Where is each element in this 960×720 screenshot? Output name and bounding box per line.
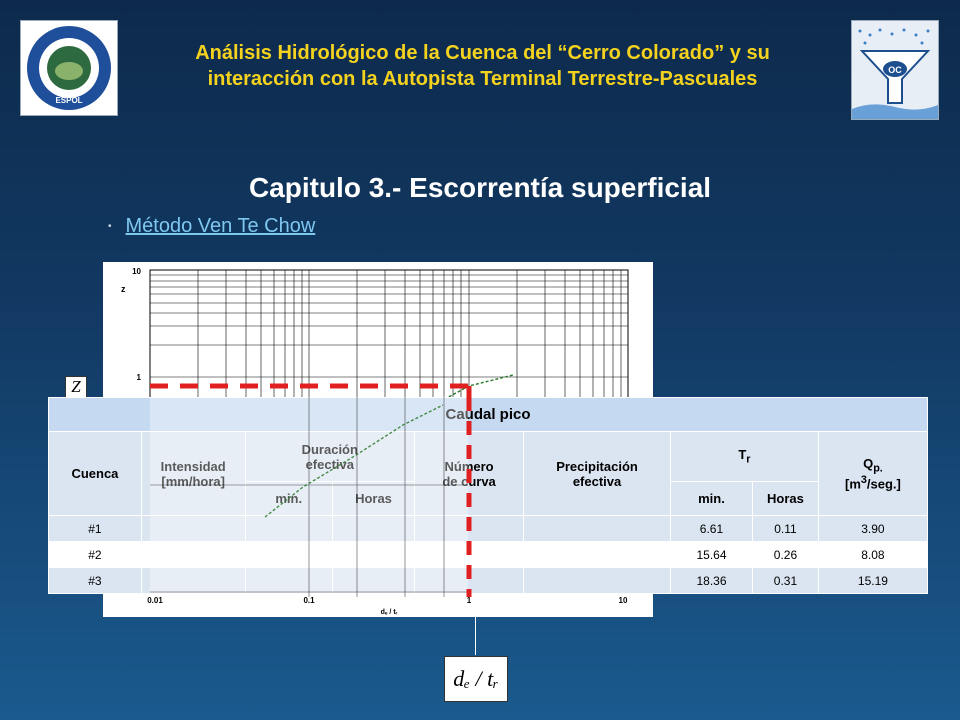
y-axis-label: z: [121, 284, 126, 294]
espol-logo: [20, 20, 118, 116]
x-tick-0-1: 0.1: [303, 596, 315, 605]
up-arrow-icon: ▲: [470, 606, 481, 618]
cell-cuenca: #2: [49, 542, 142, 568]
method-link[interactable]: Método Ven Te Chow: [125, 215, 316, 237]
col-qp-unit-b: /seg.]: [866, 476, 901, 492]
col-qp-sub: p.: [873, 462, 883, 475]
col-qp: [818, 432, 927, 516]
col-tr: [670, 432, 818, 482]
ratio-arrow-line: [475, 613, 476, 655]
header-title: [130, 40, 835, 92]
cell-qp: 3.90: [818, 516, 927, 542]
bullet-dot-icon: •: [108, 221, 112, 232]
col-duracion-horas: Horas: [332, 482, 414, 516]
col-intensidad: Intensidad [mm/hora]: [141, 432, 245, 516]
y-tick-1: 1: [136, 373, 141, 382]
x-tick-1: 1: [466, 596, 472, 605]
caudal-pico-table: [48, 397, 928, 594]
table-row: [49, 516, 928, 542]
header-title-line2: interacción con la Autopista Terminal Terrestre-Pascuales: [207, 68, 758, 90]
z-arrow-icon: ←: [110, 381, 126, 398]
cell-tr-horas: 0.31: [753, 568, 819, 594]
col-tr-horas: Horas: [753, 482, 819, 516]
z-symbol-box: Z: [65, 376, 87, 398]
col-duracion: Duración efectiva: [245, 432, 415, 482]
col-numero-curva: Número de curva: [415, 432, 524, 516]
y-tick-10: 10: [132, 267, 141, 276]
col-qp-unit-a: [m: [844, 476, 861, 492]
col-precipitacion: Precipitación efectiva: [524, 432, 671, 516]
cell-tr-min: 18.36: [670, 568, 752, 594]
cell-qp: 8.08: [818, 542, 927, 568]
y-tick-0-01: 0.01: [125, 587, 141, 596]
table-title: Caudal pico: [49, 398, 928, 432]
cell-cuenca: #1: [49, 516, 142, 542]
col-cuenca: Cuenca: [49, 432, 142, 516]
cell-cuenca: #3: [49, 568, 142, 594]
funnel-logo-icon: [852, 21, 938, 119]
cell-tr-min: 15.64: [670, 542, 752, 568]
project-logo: [851, 20, 939, 120]
y-tick-0-1: 0.1: [129, 480, 141, 489]
cell-tr-horas: 0.11: [753, 516, 819, 542]
espol-seal-icon: [24, 23, 114, 113]
cell-qp: 15.19: [818, 568, 927, 594]
table-row: [49, 568, 928, 594]
chapter-title: Capitulo 3.- Escorrentía superficial: [248, 172, 712, 203]
col-qp-label: Q: [863, 455, 874, 471]
col-tr-min: min.: [670, 482, 752, 516]
col-duracion-min: min.: [245, 482, 332, 516]
col-tr-sub: r: [746, 453, 751, 466]
x-axis-label: dₑ / tᵣ: [380, 609, 398, 616]
espol-logo-text: ESPOL: [55, 96, 83, 105]
col-qp-sup: 3: [860, 474, 867, 487]
col-tr-label: T: [738, 447, 747, 463]
x-tick-10: 10: [618, 596, 628, 605]
x-tick-0-01: 0.01: [147, 596, 163, 605]
header-title-line1: Análisis Hidrológico de la Cuenca del “Cerro Colorado” y su: [195, 42, 770, 64]
ratio-symbol-box: dₑ / tᵣ: [444, 656, 508, 702]
cell-tr-horas: 0.26: [753, 542, 819, 568]
table-row: [49, 542, 928, 568]
cell-tr-min: 6.61: [670, 516, 752, 542]
bullet-item: [108, 215, 315, 238]
project-logo-text: OC: [888, 65, 902, 75]
